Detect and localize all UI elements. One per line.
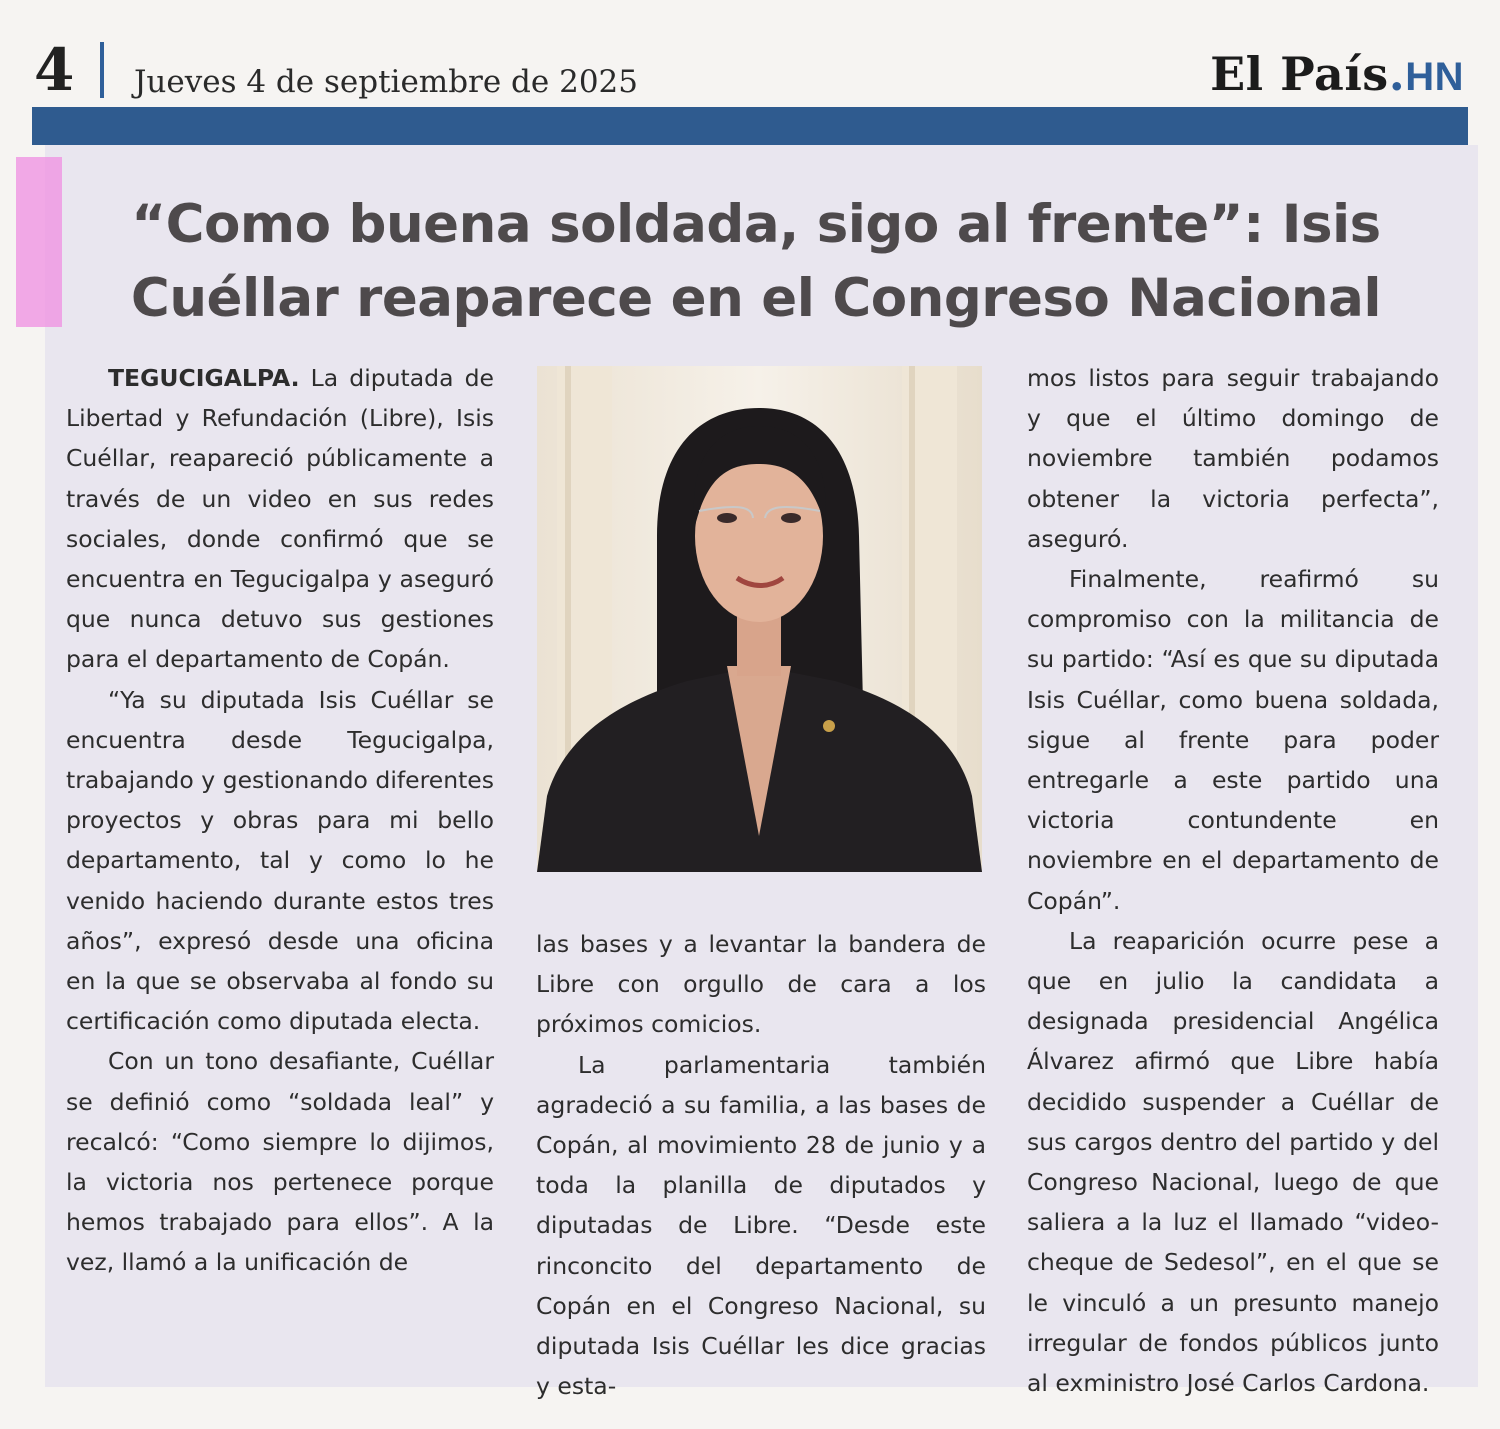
article-column-1 xyxy=(66,358,494,1283)
paragraph-text: La diputada de Libertad y Refundación (Libre), Isis Cuéllar, reapareció públicamente a través de un video en sus redes sociales, donde confirmó que se encuentra en Tegucigalpa y aseguró que nunca detuvo sus gestiones para el departamento de Copán. xyxy=(66,364,494,674)
dateline-city: TEGUCIGALPA. xyxy=(108,364,300,392)
paragraph: las bases y a levantar la bandera de Libre con orgullo de cara a los próximos comicios. xyxy=(536,930,986,1039)
paragraph: mos listos para seguir trabajando y que el último domingo de noviembre también podamos obtener la victoria perfecta”, aseguró. xyxy=(1027,364,1439,553)
article-column-3 xyxy=(1027,358,1439,1403)
logo-suffix: HN xyxy=(1405,55,1464,99)
header-blue-band xyxy=(32,107,1468,145)
portrait-illustration xyxy=(537,366,982,872)
header-divider xyxy=(100,42,104,98)
portrait-photo xyxy=(537,366,982,872)
newspaper-logo xyxy=(1210,48,1464,103)
issue-date: Jueves 4 de septiembre de 2025 xyxy=(134,64,638,100)
paragraph: Con un tono desafiante, Cuéllar se definió como “soldada leal” y recalcó: “Como siempre lo dijimos, la victoria nos pertenece porque hemos trabajado para ellos”. A la vez, llamó a la unificación de xyxy=(66,1047,494,1277)
paragraph: La reaparición ocurre pese a que en julio la candidata a designada presidencial Angélica Álvarez afirmó que Libre había decidido suspender a Cuéllar de sus cargos dentro del partido y del Congreso Nacional, luego de que saliera a la luz el llamado “video-cheque de Sedesol”, en el que se le vinculó a un presunto manejo irregular de fondos públicos junto al exministro José Carlos Cardona. xyxy=(1027,926,1439,1398)
highlighter-mark xyxy=(16,157,62,327)
paragraph: “Ya su diputada Isis Cuéllar se encuentra desde Tegucigalpa, trabajando y gestionando diferentes proyectos y obras para mi bello departamento, tal y como lo he venido haciendo durante estos tres años”, expresó desde una oficina en la que se observaba al fondo su certificación como diputada electa. xyxy=(66,685,494,1036)
paragraph: Finalmente, reafirmó su compromiso con la militancia de su partido: “Así es que su diputada Isis Cuéllar, como buena soldada, sigue al frente para poder entregarle a este partido una victoria contundente en noviembre en el departamento de Copán”. xyxy=(1027,565,1439,915)
page-number: 4 xyxy=(34,36,75,104)
article-column-2 xyxy=(536,924,986,1406)
paragraph xyxy=(66,358,494,680)
logo-dot: . xyxy=(1388,47,1406,101)
article-headline: “Como buena soldada, sigo al frente”: Isis Cuéllar reaparece en el Congreso Nacional xyxy=(130,194,1382,329)
logo-name: El País xyxy=(1210,47,1389,101)
paragraph: La parlamentaria también agradeció a su familia, a las bases de Copán, al movimiento 28 de junio y a toda la planilla de diputados y diputadas de Libre. “Desde este rinconcito del departamento de Copán en el Congreso Nacional, su diputada Isis Cuéllar les dice gracias y esta- xyxy=(536,1050,986,1401)
